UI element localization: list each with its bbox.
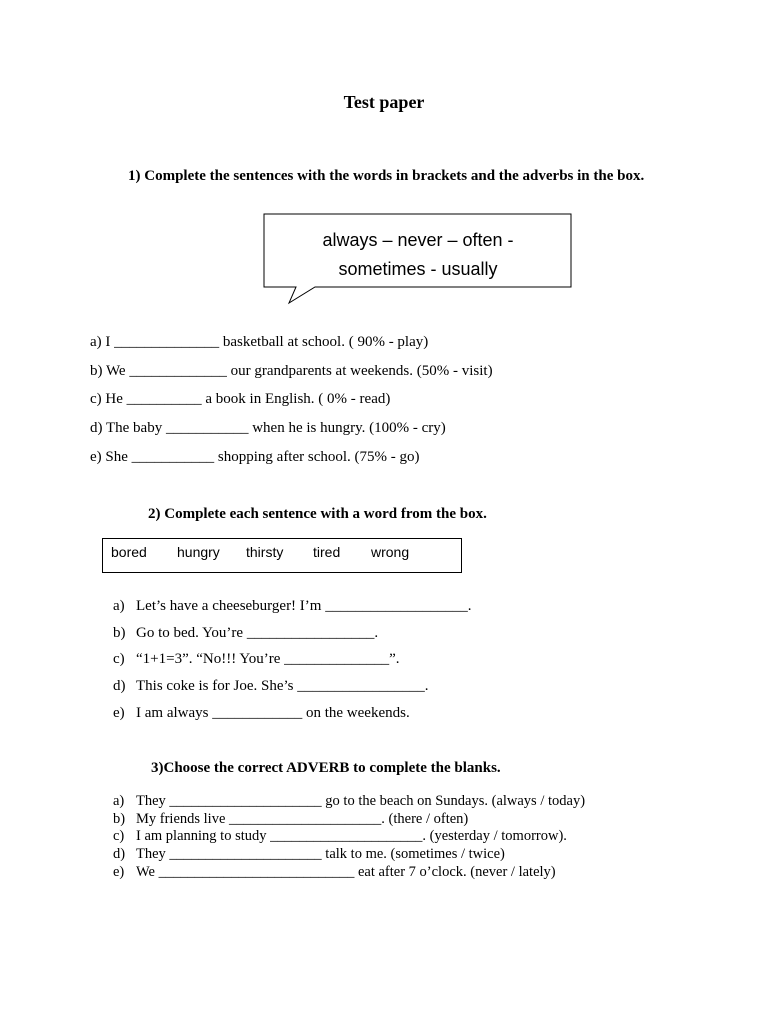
- exercise3-instruction: 3)Choose the correct ADVERB to complete the blanks.: [151, 760, 501, 776]
- word-box-item: hungry: [177, 544, 220, 560]
- exercise2-item-c: “1+1=3”. “No!!! You’re ______________”.: [136, 651, 400, 667]
- page-title: Test paper: [343, 92, 425, 112]
- exercise1-item-a: a) I ______________ basketball at school. ( 90% - play): [90, 334, 429, 350]
- exercise1-item-c: c) He __________ a book in English. ( 0% - read): [90, 391, 391, 407]
- exercise2-item-marker: d): [113, 678, 126, 694]
- exercise2-item-e: I am always ____________ on the weekends.: [136, 705, 410, 721]
- word-box-item: tired: [313, 544, 341, 560]
- exercise3-item-c: I am planning to study _____________________. (yesterday / tomorrow).: [136, 828, 567, 844]
- exercise3-item-marker: c): [113, 828, 125, 844]
- exercise1-item-e: e) She ___________ shopping after school. (75% - go): [90, 449, 420, 465]
- exercise3-item-marker: a): [113, 793, 125, 809]
- exercise3-item-d: They _____________________ talk to me. (sometimes / twice): [136, 846, 505, 862]
- exercise1-item-d: d) The baby ___________ when he is hungry. (100% - cry): [90, 420, 446, 436]
- exercise1-instruction: 1) Complete the sentences with the words in brackets and the adverbs in the box.: [128, 168, 645, 184]
- exercise2-item-marker: b): [113, 625, 126, 641]
- exercise3-item-e: We ___________________________ eat after 7 o’clock. (never / lately): [136, 864, 556, 880]
- exercise2-item-d: This coke is for Joe. She’s _________________.: [136, 678, 429, 694]
- word-box-item: bored: [111, 544, 147, 560]
- exercise3-item-marker: e): [113, 864, 125, 880]
- exercise2-item-marker: c): [113, 651, 125, 667]
- word-box: [102, 538, 462, 573]
- adverb-box-line-1: always – never – often -: [322, 230, 514, 250]
- exercise3-item-b: My friends live _____________________. (there / often): [136, 811, 469, 827]
- exercise2-item-b: Go to bed. You’re _________________.: [136, 625, 379, 641]
- exercise2-item-marker: a): [113, 598, 125, 614]
- exercise3-item-a: They _____________________ go to the beach on Sundays. (always / today): [136, 793, 586, 809]
- adverb-box-line-2: sometimes - usually: [338, 259, 498, 279]
- exercise2-instruction: 2) Complete each sentence with a word from the box.: [148, 506, 487, 522]
- word-box-item: wrong: [371, 544, 410, 560]
- exercise2-item-a: Let’s have a cheeseburger! I’m ___________________.: [136, 598, 472, 614]
- exercise3-item-marker: b): [113, 811, 126, 827]
- word-box-item: thirsty: [246, 544, 284, 560]
- exercise3-item-marker: d): [113, 846, 126, 862]
- exercise2-item-marker: e): [113, 705, 125, 721]
- exercise1-item-b: b) We _____________ our grandparents at weekends. (50% - visit): [90, 363, 493, 379]
